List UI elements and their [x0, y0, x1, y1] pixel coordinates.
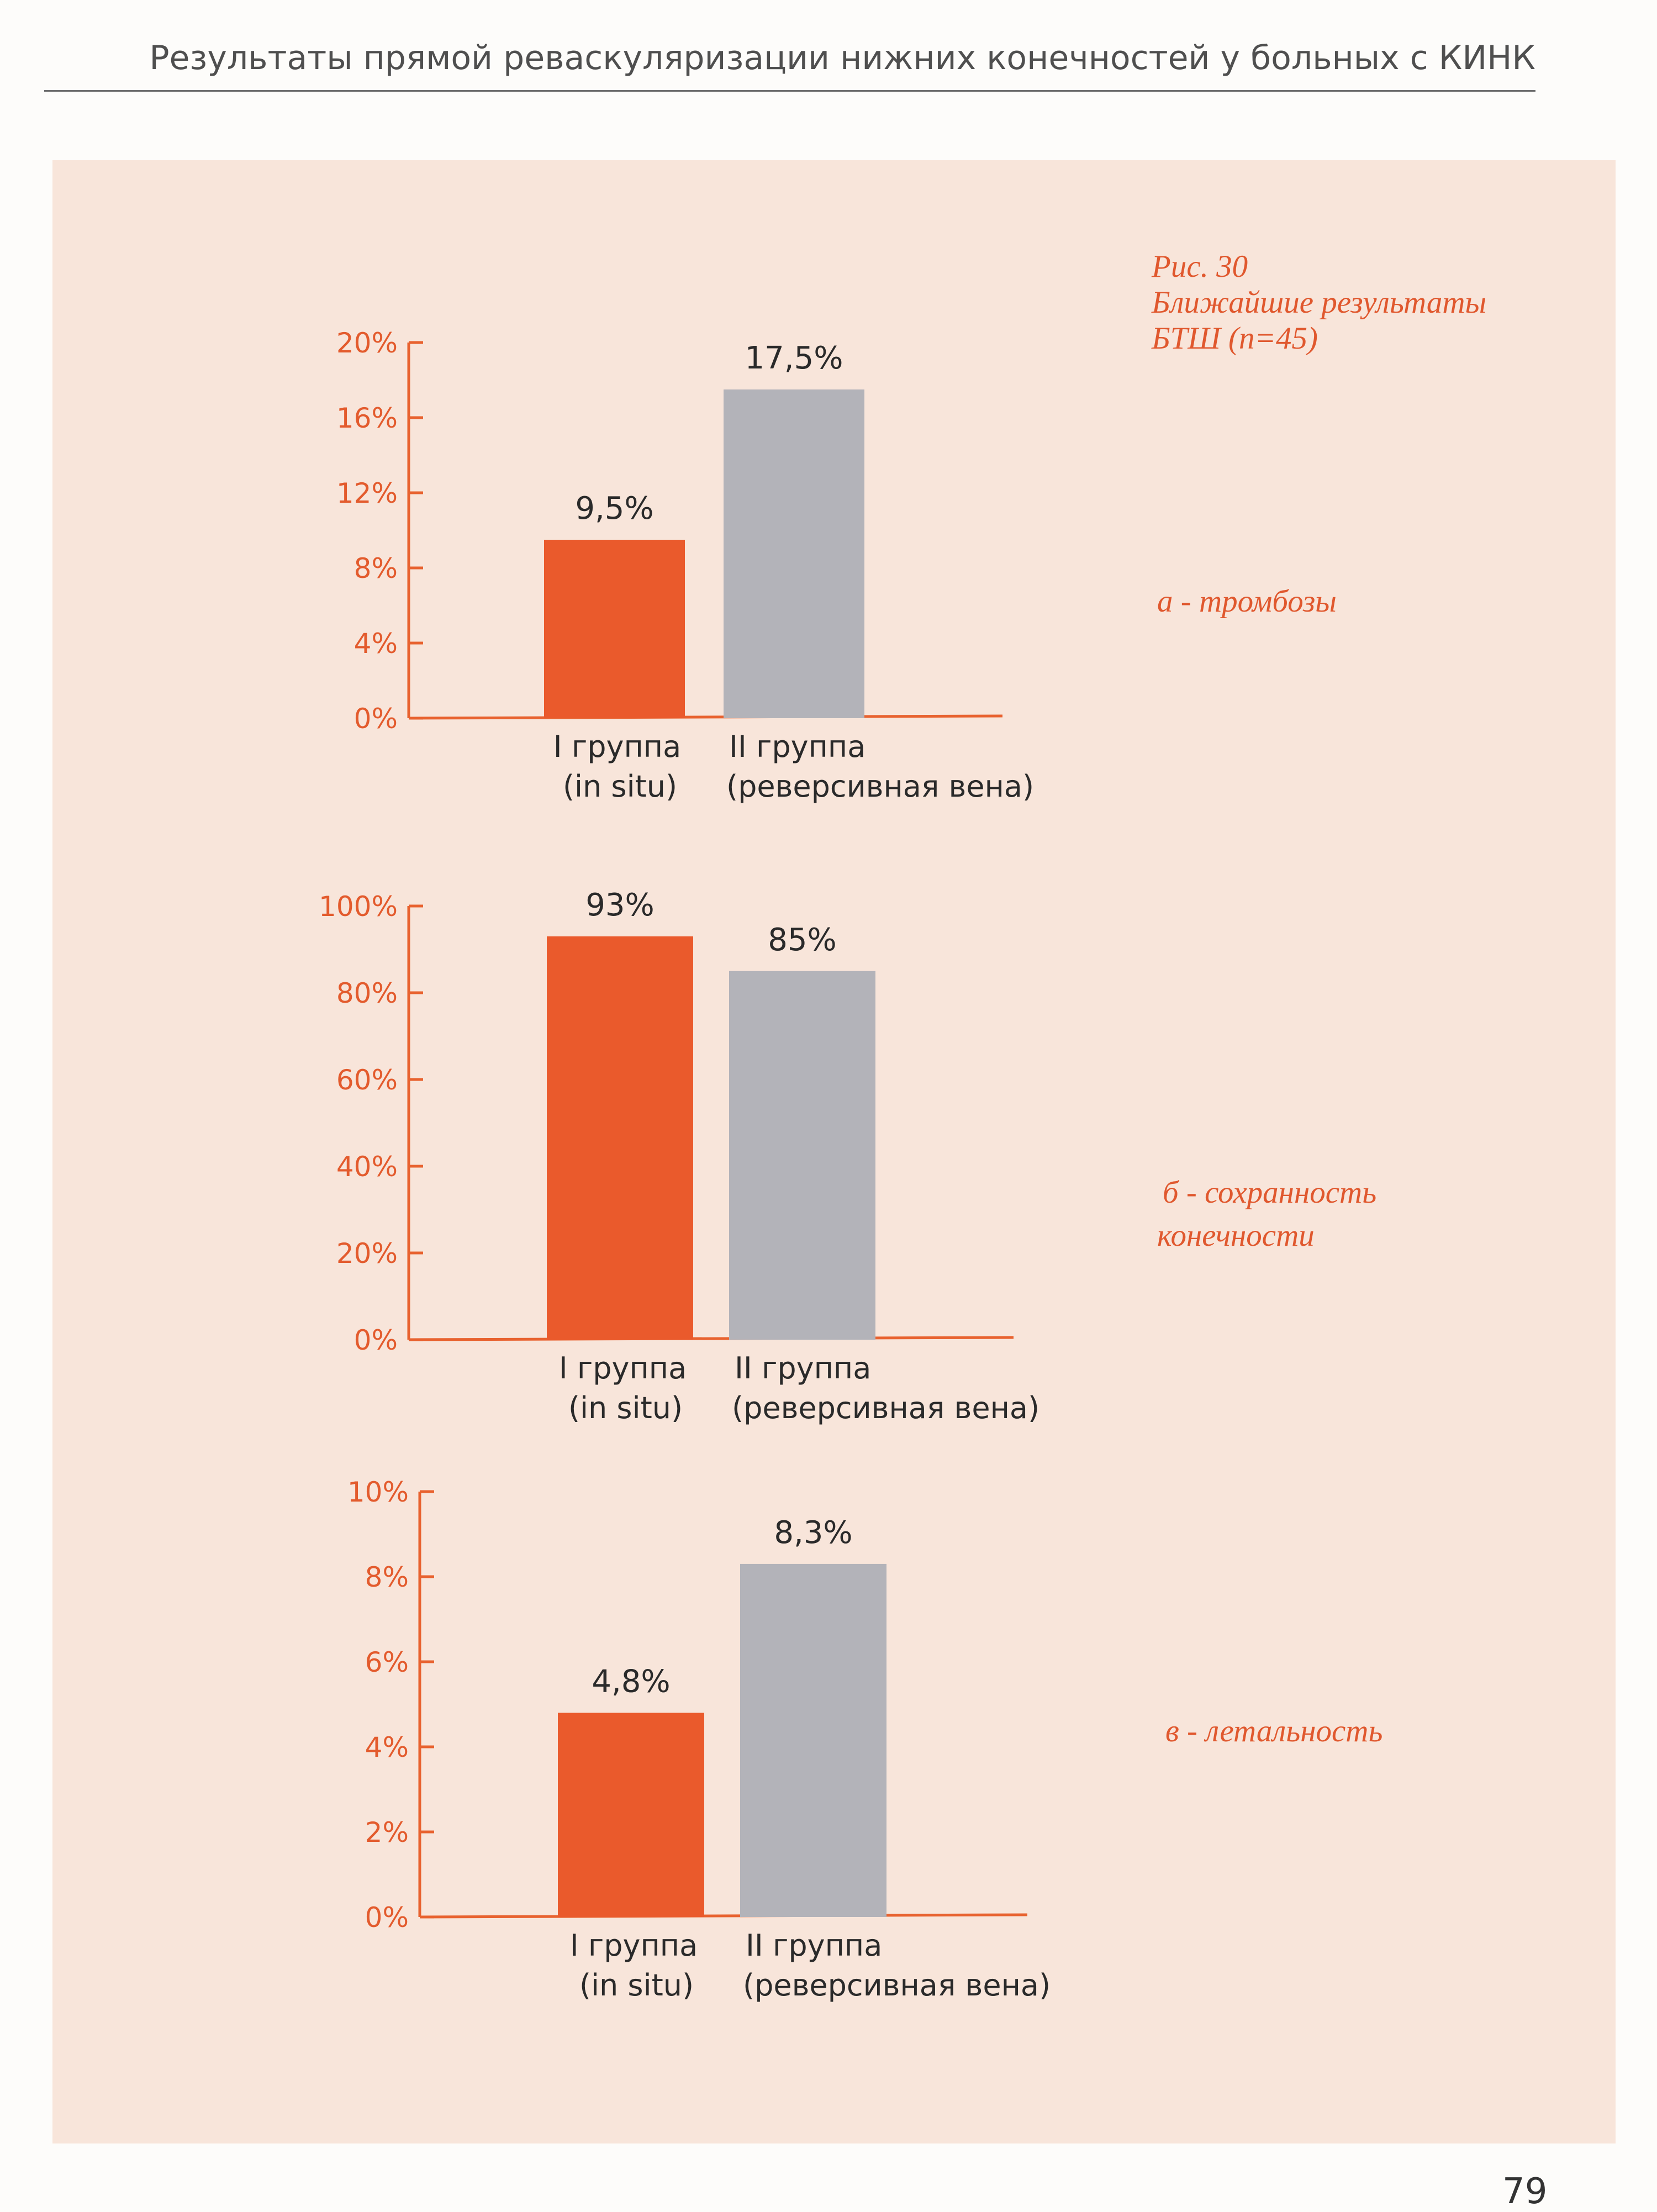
y-tick-label: 0% [365, 1902, 409, 1934]
y-tick-label: 100% [319, 891, 398, 923]
bar [740, 1564, 886, 1917]
panel-label-a [1157, 580, 1337, 623]
bar [544, 540, 685, 718]
figure-number: Рис. 30 [1152, 249, 1248, 284]
panel-label-c [1165, 1710, 1382, 1753]
panel-label-b [1157, 1171, 1376, 1257]
category-label: (реверсивная вена) [743, 1968, 1051, 2003]
x-axis-line [409, 716, 1002, 718]
chart-thrombosis [309, 309, 1083, 840]
y-tick-label: 12% [336, 477, 398, 509]
y-tick-label: 60% [336, 1064, 398, 1096]
category-label: (in situ) [568, 1391, 683, 1425]
y-tick-label: 6% [365, 1646, 409, 1678]
chart-limb-salvage [309, 873, 1083, 1486]
running-header-title: Результаты прямой реваскуляризации нижних конечностей у больных с КИНК [149, 39, 1535, 77]
bar-value-label: 93% [585, 887, 655, 923]
category-label: (реверсивная вена) [726, 769, 1035, 804]
bar [558, 1713, 704, 1917]
x-axis-line [420, 1915, 1027, 1917]
category-label: (in situ) [562, 769, 678, 804]
y-tick-label: 20% [336, 327, 398, 359]
bar-value-label: 8,3% [774, 1514, 853, 1551]
figure-caption [1152, 249, 1593, 356]
category-label: I группа [569, 1928, 698, 1963]
y-tick-label: 20% [336, 1237, 398, 1270]
running-header [44, 33, 1535, 94]
category-label: I группа [558, 1351, 687, 1386]
bar [724, 389, 864, 718]
header-rule [44, 90, 1535, 92]
category-label: (реверсивная вена) [732, 1391, 1040, 1425]
category-label: (in situ) [579, 1968, 694, 2003]
bar [547, 936, 693, 1340]
category-label: I группа [553, 729, 682, 764]
x-axis-line [409, 1337, 1014, 1340]
bar [729, 971, 875, 1340]
category-label: II группа [729, 729, 866, 764]
y-tick-label: 40% [336, 1151, 398, 1183]
bar-value-label: 85% [768, 921, 837, 958]
y-tick-label: 16% [336, 402, 398, 434]
y-tick-label: 10% [347, 1476, 409, 1508]
figure-caption-line-1: Ближайшие результаты [1152, 285, 1487, 320]
bar-value-label: 9,5% [575, 491, 654, 526]
page-number: 79 [1502, 2171, 1548, 2212]
category-label: II группа [746, 1928, 883, 1963]
y-tick-label: 4% [365, 1731, 409, 1763]
y-tick-label: 8% [353, 552, 398, 584]
panel-label-b-line-1: б - сохранность [1163, 1175, 1377, 1210]
y-tick-label: 8% [365, 1561, 409, 1593]
bar-value-label: 17,5% [745, 340, 843, 376]
panel-label-a-text: а - тромбозы [1157, 584, 1337, 619]
figure-caption-line-2: БТШ (n=45) [1152, 321, 1318, 356]
chart-mortality [309, 1458, 1083, 2066]
y-tick-label: 2% [365, 1816, 409, 1848]
y-tick-label: 0% [353, 1324, 398, 1356]
y-tick-label: 0% [353, 703, 398, 735]
category-label: II группа [735, 1351, 872, 1386]
panel-label-b-line-2: конечности [1157, 1218, 1315, 1253]
bar-value-label: 4,8% [592, 1663, 671, 1700]
y-tick-label: 4% [353, 628, 398, 660]
panel-label-c-text: в - летальность [1165, 1714, 1383, 1748]
y-tick-label: 80% [336, 977, 398, 1009]
